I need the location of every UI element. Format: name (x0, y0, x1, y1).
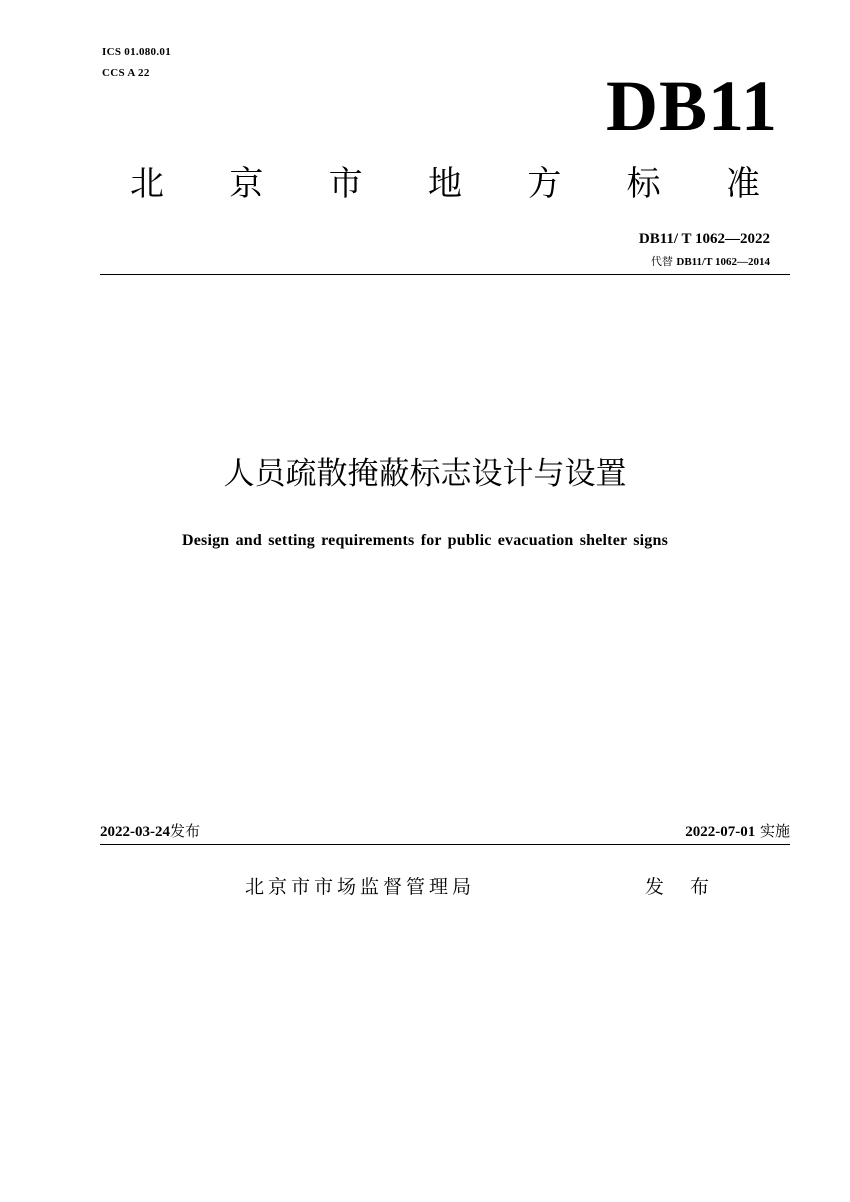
document-title-en: Design and setting requirements for public evacuation shelter signs (181, 532, 669, 549)
db-code: DB11 (605, 66, 778, 146)
replaces-number: DB11/T 1062—2014 (676, 256, 770, 268)
publish-label: 发布 (170, 822, 201, 840)
title-char: 北 (130, 164, 164, 204)
publish-date-group (100, 820, 200, 843)
publish-date: 2022-03-24 (100, 824, 170, 840)
ccs-code: CCS A 22 (102, 67, 150, 79)
replaces-label: 代替 (650, 255, 673, 268)
ics-code: ICS 01.080.01 (102, 46, 171, 58)
title-char: 京 (229, 164, 264, 204)
replaces-line (651, 254, 770, 270)
effective-date-group (685, 820, 790, 843)
title-char: 准 (725, 164, 760, 204)
title-char: 市 (328, 164, 363, 204)
title-char: 方 (527, 164, 562, 204)
title-char: 标 (626, 164, 661, 204)
standard-type-title (100, 164, 790, 205)
issuing-authority: 北京市市场监督管理局 (245, 876, 476, 898)
title-char: 地 (427, 164, 462, 204)
effective-label: 实施 (759, 822, 790, 840)
header-divider (100, 274, 790, 275)
date-row (100, 820, 790, 843)
standard-number: DB11/ T 1062—2022 (638, 231, 770, 247)
effective-date: 2022-07-01 (685, 824, 756, 840)
document-title-cn: 人员疏散掩蔽标志设计与设置 (223, 456, 627, 492)
classification-codes (102, 42, 171, 84)
issue-label: 发 布 (645, 876, 720, 898)
footer-divider (100, 844, 790, 845)
